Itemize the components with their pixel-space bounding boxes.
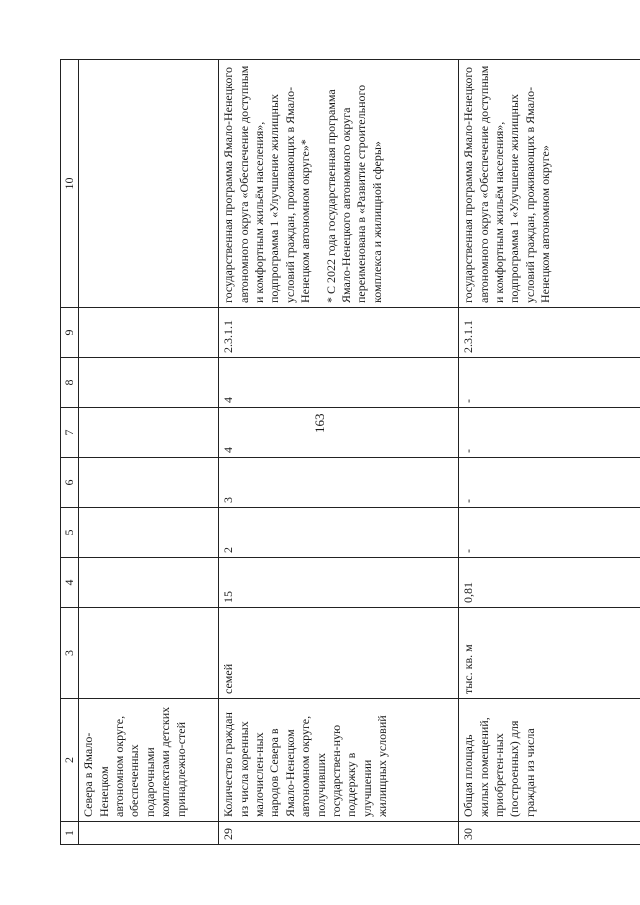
table-row (219, 60, 459, 845)
value-cell (79, 358, 219, 408)
indicator-name: Количество граждан из числа коренных малочислен-ных народов Севера в Ямало-Ненецком автономном округе, получивших государствен-ную поддержку в улучшении жилищных условий (219, 699, 459, 822)
unit-cell (79, 608, 219, 699)
value-cell (79, 458, 219, 508)
value-cell: 15 (219, 558, 459, 608)
code-cell: 2.3.1.1 (219, 308, 459, 358)
col-header: 4 (61, 558, 79, 608)
col-header: 1 (61, 822, 79, 845)
value-cell: 0,81 (459, 558, 640, 608)
rotated-table-wrapper (60, 60, 637, 845)
value-cell: - (459, 408, 640, 458)
note-cell (79, 60, 219, 308)
value-cell: - (459, 508, 640, 558)
page-number: 163 (312, 413, 327, 433)
row-number: 29 (219, 822, 459, 845)
footnote-text: * С 2022 года государственная программа Ямало-Ненецкого автономного округа переименована в «Развитие строительного комплекса и жилищной сферы» (323, 84, 384, 303)
col-header: 8 (61, 358, 79, 408)
value-cell (79, 508, 219, 558)
table-row (79, 60, 219, 845)
note-cell (219, 60, 459, 308)
row-number: 30 (459, 822, 640, 845)
col-header: 5 (61, 508, 79, 558)
value-cell (79, 408, 219, 458)
unit-cell: тыс. кв. м (459, 608, 640, 699)
indicator-name: Общая площадь жилых помещений, приобретен-ных (построенных) для граждан из числа (459, 699, 640, 822)
note-cell (459, 60, 640, 308)
value-cell: 2 (219, 508, 459, 558)
note-text: государственная программа Ямало-Ненецкого автономного округа «Обеспечение доступным и комфортным жильём населения», подпрограмма 1 «Улучшение жилищных условий граждан, проживающих в Ямало-Ненецком автономном округе»* (221, 65, 313, 303)
header-row (61, 60, 79, 845)
value-cell: 4 (219, 358, 459, 408)
col-header: 6 (61, 458, 79, 508)
value-cell: - (459, 458, 640, 508)
value-cell: 4 (219, 408, 459, 458)
indicator-name: Севера в Ямало-Ненецком автономном округе, обеспеченных подарочными комплектами детских принадлежно-стей (79, 699, 219, 822)
value-cell (79, 558, 219, 608)
row-number (79, 822, 219, 845)
col-header: 3 (61, 608, 79, 699)
col-header: 7 (61, 408, 79, 458)
unit-cell: семей (219, 608, 459, 699)
col-header: 10 (61, 60, 79, 308)
table-row (459, 60, 640, 845)
indicators-table (60, 59, 640, 845)
col-header: 9 (61, 308, 79, 358)
code-cell: 2.3.1.1 (459, 308, 640, 358)
value-cell: 3 (219, 458, 459, 508)
value-cell: - (459, 358, 640, 408)
col-header: 2 (61, 699, 79, 822)
code-cell (79, 308, 219, 358)
note-text: государственная программа Ямало-Ненецкого автономного округа «Обеспечение доступным и комфортным жильём населения», подпрограмма 1 «Улучшение жилищных условий граждан, проживающих в Ямало-Ненецком автономном округе» (461, 65, 553, 303)
